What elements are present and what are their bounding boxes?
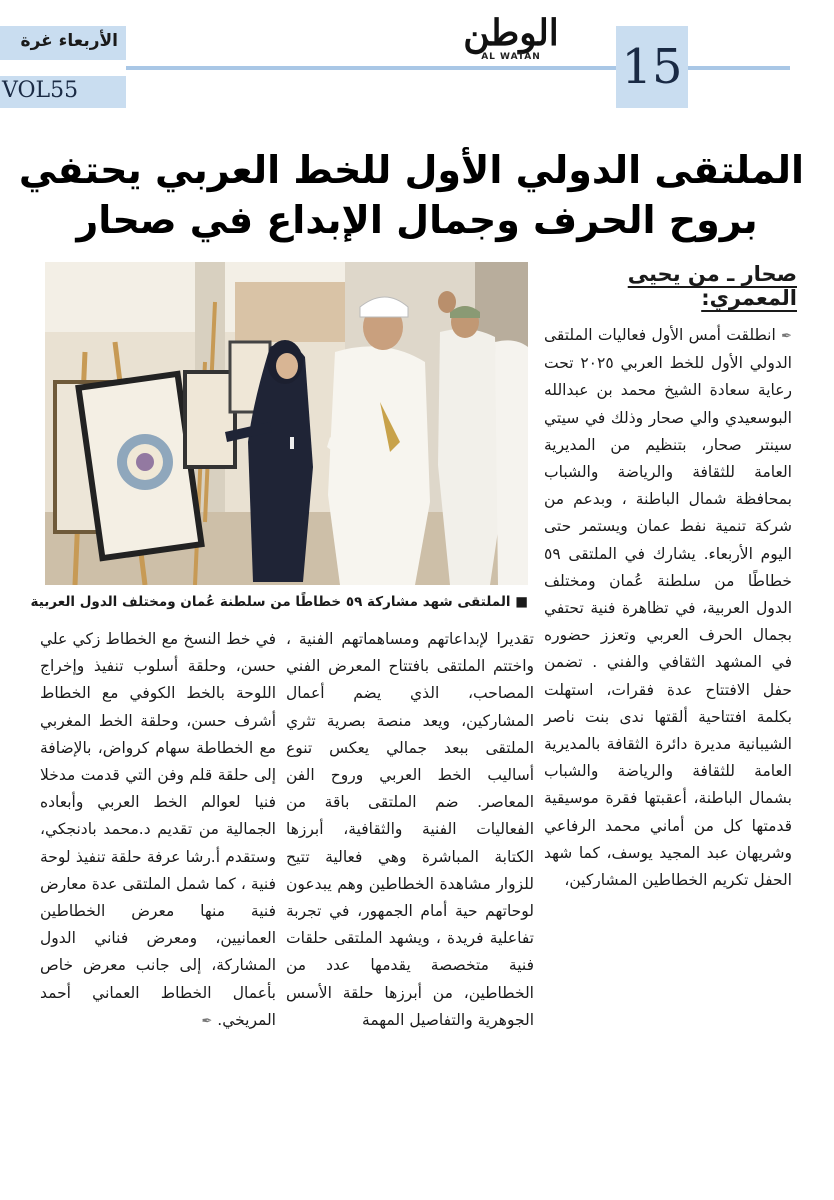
column-middle-text: تقديرا لإبداعاتهم ومساهماتهم الفنية ، واختتم الملتقى بافتتاح المعرض الفني المصاحب، الذي يضم أعمال المشاركين، ويعد منصة بصرية تثري الملتقى ببعد جمالي يعكس تنوع أساليب الخط العربي وروح الفن المعاصر. ضم الملتقى باقة من الفعاليات الفنية والثقافية، أبرزها الكتابة المباشرة وهي فعالية تتيح للزوار مشاهدة الخطاطين وهم يبدعون لوحاتهم حية أمام الجمهور، في تجربة تفاعلية فريدة ، ويشهد الملتقى حلقات فنية متخصصة يقدمها عدد من الخطاطين، من أبرزها حلقة الأسس الجوهرية والتفاصيل المهمة: [286, 630, 534, 1029]
byline-text: صحار ـ من يحيى المعمري:: [627, 262, 797, 310]
article-photo: [45, 262, 528, 585]
end-mark-icon: ✒: [201, 1013, 213, 1029]
issue-date-box: [0, 26, 126, 60]
page-number: 15: [616, 26, 688, 108]
issue-date: الأربعاء غرة: [20, 31, 118, 51]
article-column-middle: [286, 626, 534, 1034]
column-right-text: انطلقت أمس الأول فعاليات الملتقى الدولي الأول للخط العربي ٢٠٢٥ تحت رعاية سعادة الشيخ محمد بن عبدالله البوسعيدي والي صحار وذلك في سيتي سينتر صحار، بتنظيم من المديرية العامة للثقافة والرياضة والشباب بمحافظة شمال الباطنة ، وبدعم من شركة تنمية نفط عمان ويستمر حتى اليوم الأربعاء. يشارك في الملتقى ٥٩ خطاطًا من سلطنة عُمان ومختلف الدول العربية، في تظاهرة فنية تحتفي بجمال الحرف العربي وتعزز حضوره في المشهد الثقافي والفني . تضمن حفل الافتتاح عدة فقرات، استهلت بكلمة افتتاحية ألقتها ندى بنت ناصر الشيبانية مديرة دائرة الثقافة بالمديرية العامة للثقافة والرياضة والشباب بشمال الباطنة، أعقبتها فقرة موسيقية قدمتها كل من أماني محمد الرفاعي وشريهان عبد المجيد يوسف، كما شهد الحفل تكريم الخطاطين المشاركين،: [544, 326, 792, 890]
byline: [545, 262, 797, 310]
article-column-right: [544, 322, 792, 894]
photo-caption: ■ الملتقى شهد مشاركة ٥٩ خطاطًا من سلطنة عُمان ومختلف الدول العربية: [30, 594, 528, 610]
article-column-left: [40, 626, 276, 1035]
volume-box: [0, 76, 126, 108]
volume-label: VOL55: [2, 78, 79, 103]
logo-latin: AL WATAN: [481, 52, 541, 62]
column-left-text: في خط النسخ مع الخطاط زكي علي حسن، وحلقة أسلوب تنفيذ وإخراج اللوحة بالخط الكوفي مع الخطاط أشرف حسن، وحلقة الخط المغربي مع الخطاطة سهام كرواض، بالإضافة إلى حلقة قلم وفن التي قدمت مدخلا فنيا لعوالم الخط العربي وأبعاده الجمالية من تقديم د.محمد بادنجكي، وستقدم أ.رشا عرفة حلقة تنفيذ لوحة فنية ، كما شمل الملتقى عدة معارض فنية منها معرض الخطاطين العمانيين، ومعرض فناني الدول المشاركة، إلى جانب معرض خاص بأعمال الخطاط العماني أحمد المريخي.: [40, 630, 276, 1029]
pen-icon: ✒: [781, 329, 792, 344]
headline-line-1: الملتقى الدولي الأول للخط العربي يحتفي: [18, 148, 804, 192]
logo-arabic: الوطن: [463, 12, 559, 54]
headline-line-2: بروح الحرف وجمال الإبداع في صحار: [76, 198, 758, 242]
newspaper-logo: [452, 14, 570, 70]
